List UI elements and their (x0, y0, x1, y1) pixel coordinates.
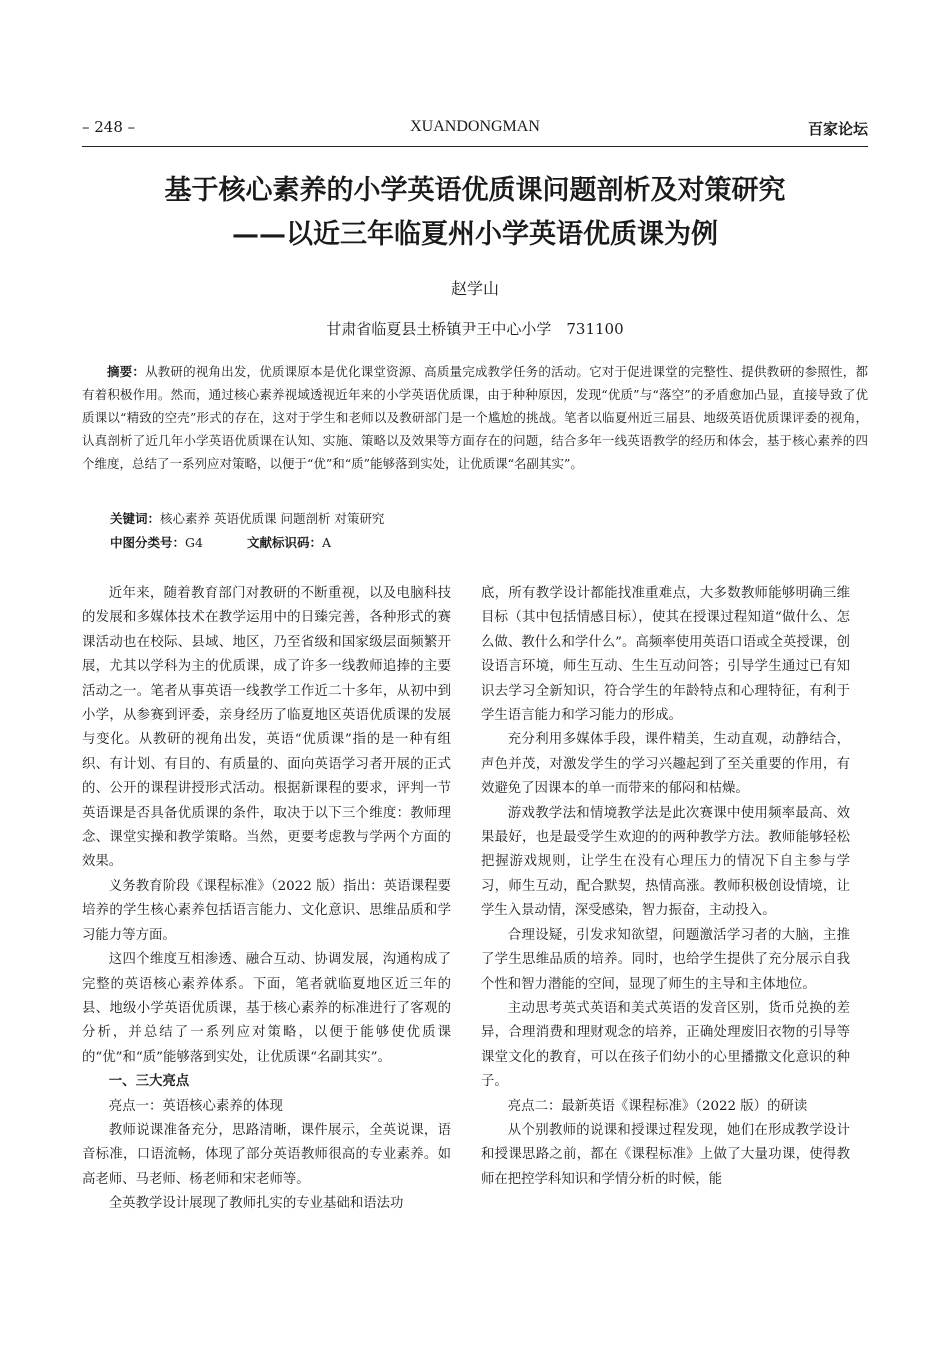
abstract-label: 摘要： (107, 364, 146, 379)
title-line-2: ——以近三年临夏州小学英语优质课为例 (232, 219, 718, 250)
paragraph: 从个别教师的说课和授课过程发现，她们在形成教学设计和授课思路之前，都在《课程标准》上做了大量功课，使得教师在把控学科知识和学情分析的时候，能 (481, 1122, 850, 1187)
paragraph: 这四个维度互相渗透、融合互动、协调发展，沟通构成了完整的英语核心素养体系。下面，笔者就临夏地区近三年的县、地级小学英语优质课，基于核心素养的标准进行了客观的分析，并总结了一系列应对策略，以便于能够使优质课的“优”和“质”能够落到实处，让优质课“名副其实”。 (82, 952, 451, 1065)
abstract (82, 360, 868, 475)
right-column (481, 582, 850, 1192)
header-rule (82, 146, 868, 147)
running-header (82, 118, 868, 148)
subheading: 亮点二：最新英语《课程标准》（2022 版）的研读 (507, 1098, 808, 1114)
paragraph: 主动思考英式英语和美式英语的发音区别，货币兑换的差异，合理消费和理财观念的培养，正确处理废旧衣物的引导等课堂文化的教育，可以在孩子们幼小的心里播撒文化意识的种子。 (481, 1000, 850, 1090)
journal-name: XUANDONGMAN (410, 118, 540, 135)
paragraph: 全英教学设计展现了教师扎实的专业基础和语法功 (108, 1196, 404, 1212)
paragraph: 近年来，随着教育部门对教研的不断重视，以及电脑科技的发展和多媒体技术在教学运用中的日臻完善，各种形式的赛课活动也在校际、县域、地区，乃至省级和国家级层面频繁开展，尤其以学科为主的优质课，成了许多一线教师追捧的主要活动之一。笔者从事英语一线教学工作近二十多年，从初中到小学，从参赛到评委，亲身经历了临夏地区英语优质课的发展与变化。从教研的视角出发，英语“优质课”指的是一种有组织、有计划、有目的、有质量的、面向英语学习者开展的正式的、公开的课程讲授形式活动。根据新课程的要求，评判一节英语课是否具备优质课的条件，取决于以下三个维度：教师理念、课堂实操和教学策略。当然，更要考虑教与学两个方面的效果。 (82, 586, 451, 870)
author: 赵学山 (450, 279, 499, 298)
keywords-text: 核心素养 英语优质课 问题剖析 对策研究 (160, 511, 385, 526)
section-name: 百家论坛 (807, 120, 868, 138)
paragraph: 充分利用多媒体手段，课件精美，生动直观，动静结合，声色并茂，对激发学生的学习兴趣起到了至关重要的作用，有效避免了因课本的单一而带来的郁闷和枯燥。 (481, 732, 850, 797)
affiliation: 甘肃省临夏县土桥镇尹王中心小学 731100 (326, 320, 624, 338)
doc-code-value: A (321, 535, 332, 550)
keywords-label: 关键词： (110, 511, 161, 526)
left-column (82, 582, 451, 1217)
paragraph: 义务教育阶段《课程标准》（2022 版）指出：英语课程要培养的学生核心素养包括语言能力、文化意识、思维品质和学习能力等方面。 (82, 878, 451, 943)
clc-value: G4 (185, 535, 203, 550)
abstract-text: 从教研的视角出发，优质课原本是优化课堂资源、高质量完成教学任务的活动。它对于促进课堂的完整性、提供教研的参照性，都有着积极作用。然而，通过核心素养视域透视近年来的小学英语优质课，由于种种原因，发现“优质”与“落空”的矛盾愈加凸显，直接导致了优质课以“精致的空壳”形式的存在，这对于学生和老师以及教研部门是一个尴尬的挑战。笔者以临夏州近三届县、地级英语优质课评委的视角，认真剖析了近几年小学英语优质课在认知、实施、策略以及效果等方面存在的问题，结合多年一线英语教学的经历和体会，基于核心素养的四个维度，总结了一系列应对策略，以便于“优”和“质”能够落到实处，让优质课“名副其实”。 (82, 364, 868, 471)
title-line-1: 基于核心素养的小学英语优质课问题剖析及对策研究 (164, 175, 786, 206)
paragraph: 教师说课准备充分，思路清晰，课件展示，全英说课，语音标准，口语流畅，体现了部分英语教师很高的专业素养。如高老师、马老师、杨老师和宋老师等。 (82, 1122, 451, 1187)
classification (110, 533, 868, 551)
subheading: 亮点一：英语核心素养的体现 (108, 1098, 283, 1114)
paragraph: 底，所有教学设计都能找准重难点，大多数教师能够明确三维目标（其中包括情感目标），使其在授课过程知道“做什么、怎么做、教什么和学什么”。高频率使用英语口语或全英授课，创设语言环境，师生互动、生生互动问答；引导学生通过已有知识去学习全新知识，符合学生的年龄特点和心理特征，有利于学生语言能力和学习能力的形成。 (481, 586, 850, 724)
section-heading: 一、三大亮点 (108, 1074, 190, 1090)
keywords (110, 509, 868, 527)
paragraph: 合理设疑，引发求知欲望，问题激活学习者的大脑，主推了学生思维品质的培养。同时，也给学生提供了充分展示自我个性和智力潜能的空间，显现了师生的主导和主体地位。 (481, 927, 850, 992)
clc-label: 中图分类号： (110, 535, 186, 550)
paragraph: 游戏教学法和情境教学法是此次赛课中使用频率最高、效果最好，也是最受学生欢迎的的两种教学方法。教师能够轻松把握游戏规则，让学生在没有心理压力的情况下自主参与学习，师生互动，配合默契，热情高涨。教师积极创设情境，让学生入景动情，深受感染，智力振奋，主动投入。 (481, 805, 850, 919)
doc-code-label: 文献标识码： (246, 535, 322, 550)
page-number: – 248 – (82, 118, 136, 136)
